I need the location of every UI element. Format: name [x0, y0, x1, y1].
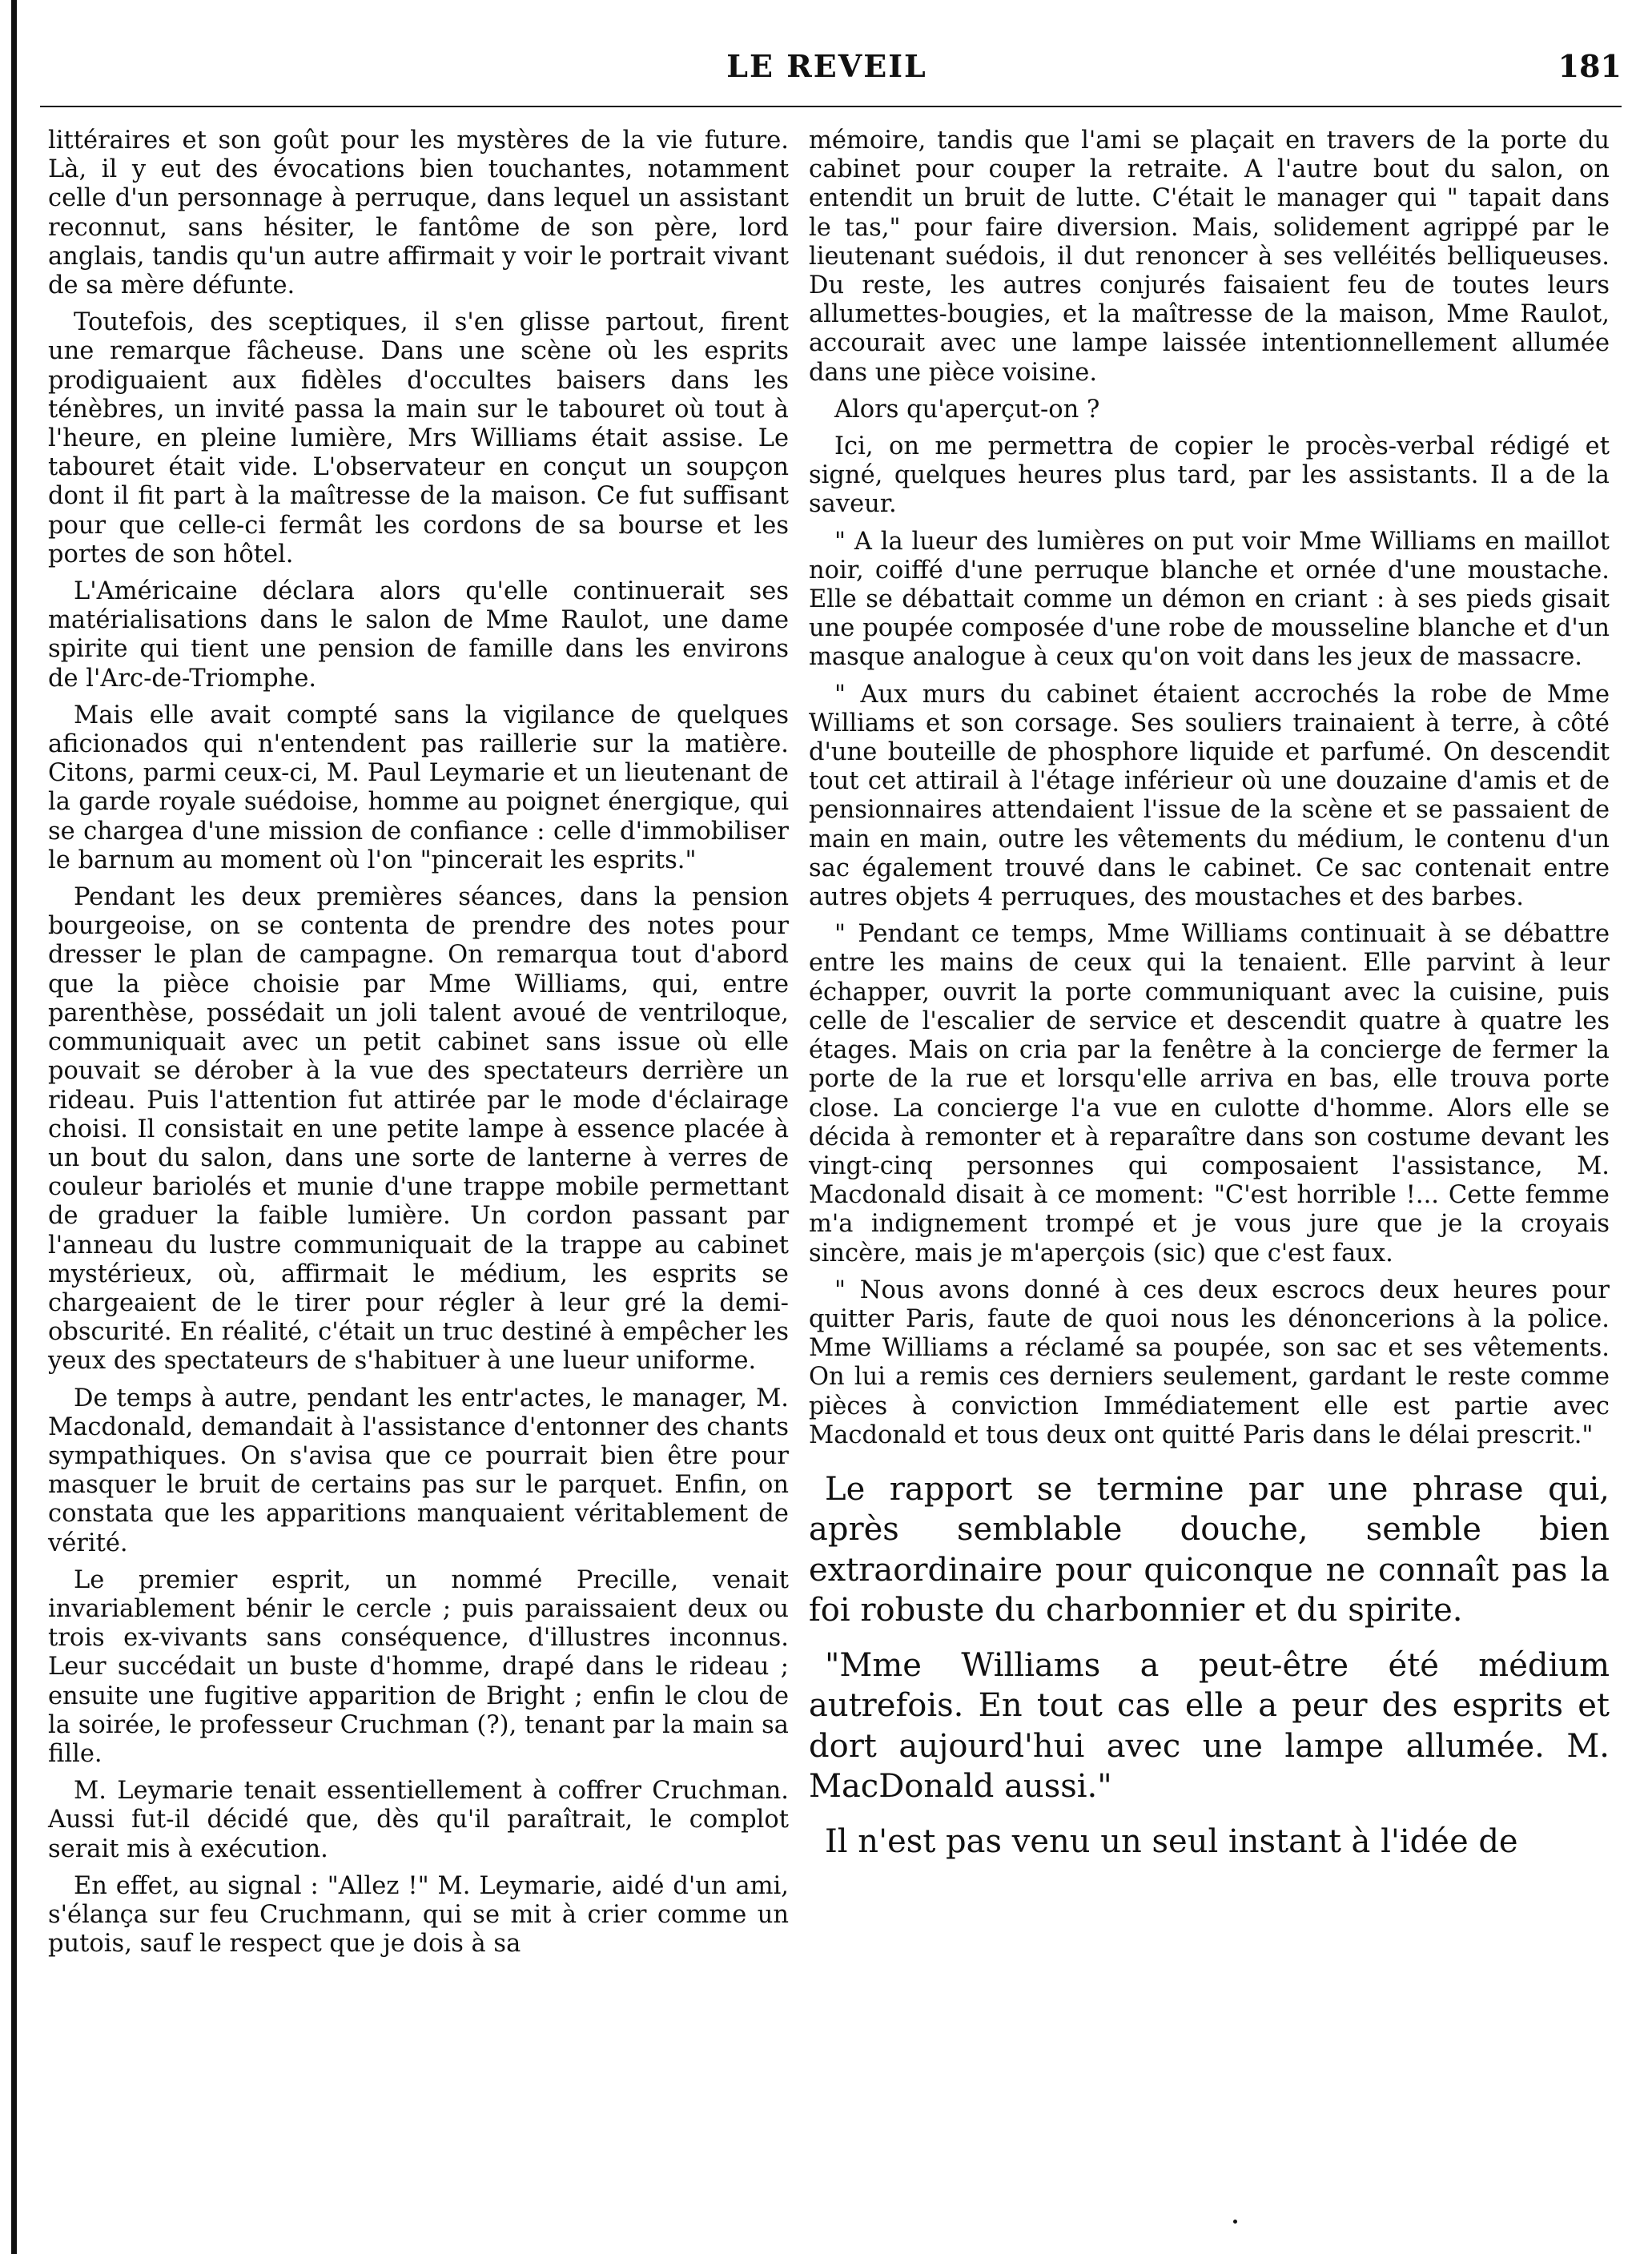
paragraph: Alors qu'aperçut-on ?: [834, 395, 1100, 424]
paragraph: Pendant les deux premières séances, dans la pension bourgeoise, on se contenta de prendre des notes pour dresser le plan de campagne. On remarqua tout d'abord que la pièce choisie par Mme Williams, qui, entre parenthèse, possédait un joli talent avoué de ventriloque, communiquait avec un petit cabinet sans issue où elle pouvait se dérober à la vue des spectateurs derrière un rideau. Puis l'attention fut attirée par le mode d'éclairage choisi. Il consistait en une petite lampe à essence placée à un bout du salon, dans une sorte de lanterne à verres de couleur bariolés et munie d'une trappe mobile permettant de graduer la faible lumière. Un cordon passant par l'anneau du lustre communiquait de la trappe au cabinet mystérieux, où, affirmait le médium, les esprits se chargeaient de le tirer pour régler à leur gré la demi-obscurité. En réalité, c'était un truc destiné à empêcher les yeux des spectateurs de s'habituer à une lueur uniforme.: [48, 883, 789, 1376]
left-column: [48, 127, 789, 1967]
paragraph: Le premier esprit, un nommé Precille, venait invariablement bénir le cercle ; puis paraissaient deux ou trois ex-vivants sans conséquence, d'illustres inconnus. Leur succédait un buste d'homme, drapé dans le rideau ; ensuite une fugitive apparition de Bright ; enfin le clou de la soirée, le professeur Cruchman (?), tenant par la main sa fille.: [48, 1565, 789, 1768]
quoted-paragraph: "Mme Williams a peut-être été médium autrefois. En tout cas elle a peur des esprits et dort aujourd'hui avec une lampe allumée. M. MacDonald aussi.": [809, 1646, 1610, 1806]
paragraph: " A la lueur des lumières on put voir Mme Williams en maillot noir, coiffé d'une perruque blanche et ornée d'une moustache. Elle se débattait comme un démon en criant : à ses pieds gisait une poupée composée d'une robe de mousseline blanche et d'un masque analogue à ceux qu'on voit dans les jeux de massacre.: [809, 527, 1610, 672]
paragraph: Toutefois, des sceptiques, il s'en glisse partout, firent une remarque fâcheuse. Dans une scène où les esprits prodiguaient aux fidèles d'occultes baisers dans les ténèbres, un invité passa la main sur le tabouret où tout à l'heure, en pleine lumière, Mrs Williams était assise. Le tabouret était vide. L'observateur en conçut un soupçon dont il fit part à la maîtresse de la maison. Ce fut suffisant pour que celle-ci fermât les cordons de sa bourse et les portes de son hôtel.: [48, 308, 789, 569]
paragraph: L'Américaine déclara alors qu'elle continuerait ses matérialisations dans le salon de Mme Raulot, une dame spirite qui tient une pension de famille dans les environs de l'Arc-de-Triomphe.: [48, 577, 789, 693]
paragraph: " Nous avons donné à ces deux escrocs deux heures pour quitter Paris, faute de quoi nous les dénoncerions à la police. Mme Williams a réclamé sa poupée, son sac et ses vêtements. On lui a remis ces derniers seulement, gardant le reste comme pièces à conviction Immédiatement elle est partie avec Macdonald et tous deux ont quitté Paris dans le délai prescrit.": [809, 1276, 1610, 1449]
commentary-paragraph: Il n'est pas venu un seul instant à l'idée de: [825, 1822, 1518, 1860]
paragraph: De temps à autre, pendant les entr'actes, le manager, M. Macdonald, demandait à l'assistance d'entonner des chants sympathiques. On s'avisa que ce pourrait bien être pour masquer le bruit de certains pas sur le parquet. Enfin, on constata que les apparitions manquaient véritablement de vérité.: [48, 1384, 789, 1557]
header-rule: [40, 106, 1622, 107]
print-speck: [1233, 2220, 1237, 2224]
paragraph: Mais elle avait compté sans la vigilance de quelques aficionados qui n'entendent pas raillerie sur la matière. Citons, parmi ceux-ci, M. Paul Leymarie et un lieutenant de la garde royale suédoise, homme au poignet énergique, qui se chargea d'une mission de confiance : celle d'immobiliser le barnum au moment où l'on "pincerait les esprits.": [48, 701, 789, 874]
right-column: [809, 127, 1610, 1876]
paragraph: En effet, au signal : "Allez !" M. Leymarie, aidé d'un ami, s'élança sur feu Cruchmann, qui se mit à crier comme un putois, sauf le respect que je dois à sa: [48, 1871, 789, 1959]
paragraph: " Aux murs du cabinet étaient accrochés la robe de Mme Williams et son corsage. Ses souliers trainaient à terre, à côté d'une bouteille de phosphore liquide et parfumé. On descendit tout cet attirail à l'étage inférieur où une douzaine d'amis et de pensionnaires attendaient l'issue de la scène et se passaient de main en main, outre les vêtements du médium, le contenu d'un sac également trouvé dans le cabinet. Ce sac contenait entre autres objets 4 perruques, des moustaches et des barbes.: [809, 680, 1610, 912]
running-header: [32, 48, 1622, 96]
paragraph: Ici, on me permettra de copier le procès-verbal rédigé et signé, quelques heures plus tard, par les assistants. Il a de la saveur.: [809, 432, 1610, 519]
page-left-border: [11, 0, 17, 2254]
paragraph: mémoire, tandis que l'ami se plaçait en travers de la porte du cabinet pour couper la retraite. A l'autre bout du salon, on entendit un bruit de lutte. C'était le manager qui " tapait dans le tas," pour faire diversion. Mais, solidement agrippé par le lieutenant suédois, il dut renoncer à ses velléités belliqueuses. Du reste, les autres conjurés faisaient feu de toutes leurs allumettes-bougies, et la maîtresse de la maison, Mme Raulot, accourait avec une lampe laissée intentionnellement allumée dans une pièce voisine.: [809, 127, 1610, 387]
paragraph: " Pendant ce temps, Mme Williams continuait à se débattre entre les mains de ceux qui la tenaient. Elle parvint à leur échapper, ouvrit la porte communiquant avec la cuisine, puis celle de l'escalier de service et descendit quatre à quatre les étages. Mais on cria par la fenêtre à la concierge de fermer la porte de la rue et lorsqu'elle arriva en bas, elle trouva porte close. La concierge l'a vue en culotte d'homme. Alors elle se décida à remonter et à reparaître dans son costume devant les vingt-cinq personnes qui composaient l'assistance, M. Macdonald disait à ce moment: "C'est horrible !... Cette femme m'a indignement trompé et je vous jure que je la croyais sincère, mais je m'aperçois (sic) que c'est faux.: [809, 920, 1610, 1268]
journal-title: LE REVEIL: [726, 48, 927, 84]
paragraph: littéraires et son goût pour les mystères de la vie future. Là, il y eut des évocations bien touchantes, notamment celle d'un personnage à perruque, dans lequel un assistant reconnut, sans hésiter, le fantôme de son père, lord anglais, tandis qu'un autre affirmait y voir le portrait vivant de sa mère défunte.: [48, 127, 789, 300]
commentary-paragraph: Le rapport se termine par une phrase qui, après semblable douche, semble bien extraordinaire pour quiconque ne connaît pas la foi robuste du charbonnier et du spirite.: [809, 1470, 1610, 1629]
page-number: 181: [1558, 48, 1622, 84]
paragraph: M. Leymarie tenait essentiellement à coffrer Cruchman. Aussi fut-il décidé que, dès qu'il paraîtrait, le complot serait mis à exécution.: [48, 1777, 789, 1863]
